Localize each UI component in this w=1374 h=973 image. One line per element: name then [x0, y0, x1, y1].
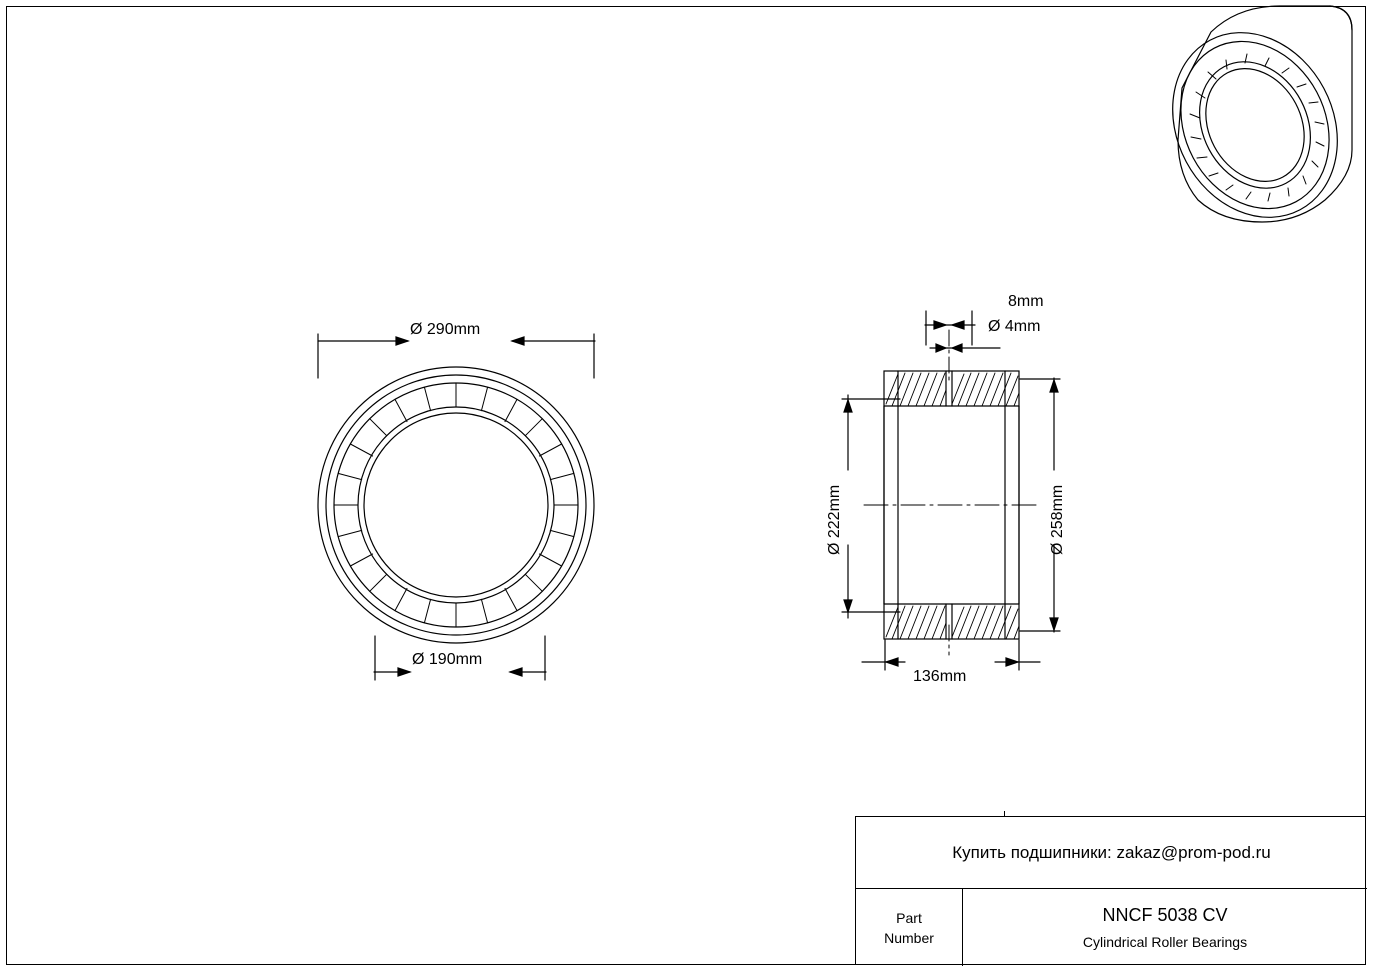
part-type-value: Cylindrical Roller Bearings — [1082, 934, 1248, 950]
front-view-inner-diameter-label: Ø 190mm — [412, 651, 483, 668]
front-view-bearing — [318, 367, 594, 643]
contact-email-text: Купить подшипники: zakaz@prom-pod.ru — [952, 842, 1271, 862]
outer-race-diameter-label: Ø 258mm — [1049, 484, 1066, 555]
title-block — [855, 816, 1366, 965]
part-number-label-line1: Part — [896, 909, 922, 926]
title-block-part-row — [856, 889, 1367, 966]
part-info — [963, 889, 1367, 966]
groove-width-label: 8mm — [1008, 293, 1044, 310]
title-block-contact-row — [856, 817, 1367, 889]
part-number-label — [856, 889, 963, 966]
isometric-bearing-view — [1141, 4, 1369, 247]
front-view-rollers — [334, 383, 578, 627]
part-number-label-line2: Number — [884, 929, 934, 946]
inner-race-diameter-label: Ø 222mm — [826, 484, 843, 555]
width-dimension — [862, 640, 1040, 670]
part-number-value: NNCF 5038 CV — [1102, 905, 1228, 925]
groove-diameter-dimension — [930, 344, 1000, 352]
section-view-bearing — [864, 330, 1040, 655]
front-view-outer-diameter-label: Ø 290mm — [410, 321, 481, 338]
groove-diameter-label: Ø 4mm — [988, 318, 1041, 335]
groove-width-dimension — [925, 311, 975, 345]
section-width-label: 136mm — [913, 668, 967, 685]
outer-diameter-dimension — [318, 334, 595, 378]
inner-race-diameter-dimension — [842, 395, 900, 618]
